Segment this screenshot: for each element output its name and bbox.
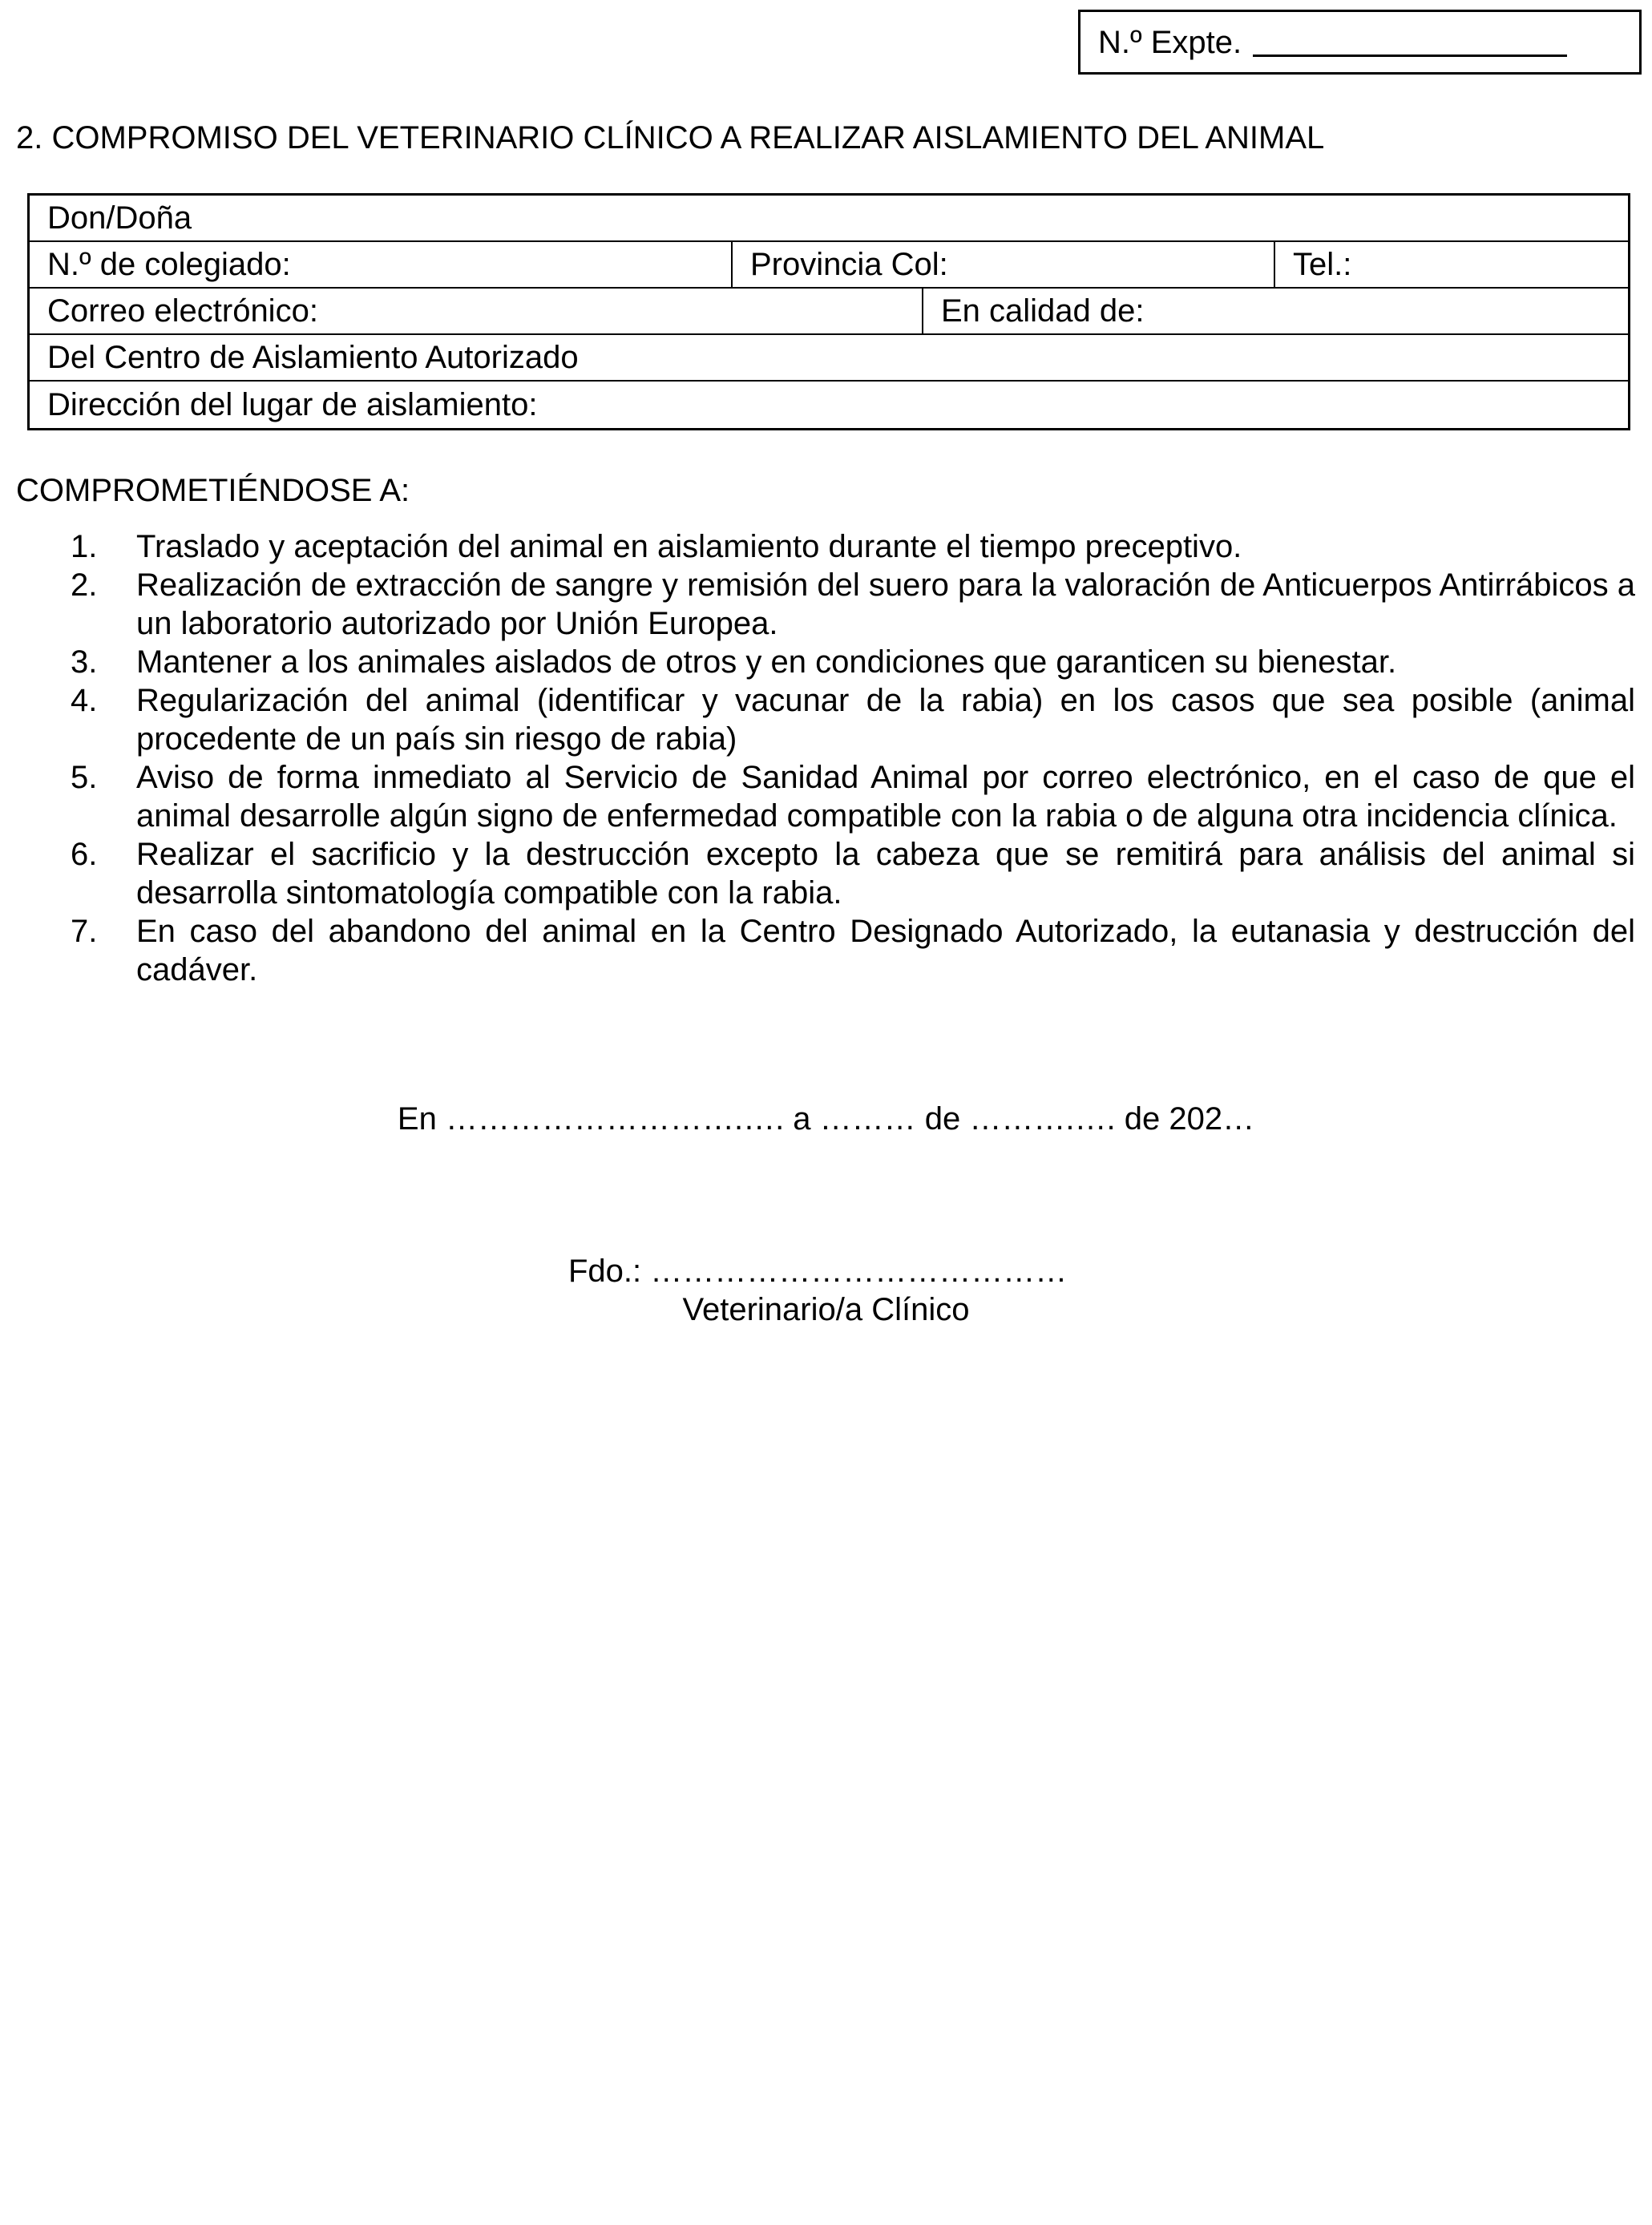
correo-field[interactable]: Correo electrónico: [47,293,318,329]
don-dona-field[interactable]: Don/Doña [47,200,192,236]
signature-line[interactable]: Fdo.: ………………………………… [568,1254,1068,1289]
list-item-text: En caso del abandono del animal en la Centro Designado Autorizado, la eutanasia y destrucción del cadáver. [136,914,1635,987]
form-row-name [30,196,1628,242]
section-title: 2. COMPROMISO DEL VETERINARIO CLÍNICO A REALIZAR AISLAMIENTO DEL ANIMAL [16,120,1325,155]
veterinarian-form-table [27,193,1630,430]
list-item-number: 2. [71,567,98,603]
list-item [71,566,1635,643]
centro-field[interactable]: Del Centro de Aislamiento Autorizado [47,340,579,375]
list-item-text: Mantener a los animales aislados de otros y en condiciones que garanticen su bienestar. [136,644,1397,680]
list-item [71,835,1635,912]
calidad-field[interactable]: En calidad de: [922,289,1628,333]
commitments-list [71,527,1635,989]
expediente-box [1078,10,1642,75]
form-row-colegiado [30,242,1628,289]
list-item-number: 7. [71,914,98,949]
provincia-field[interactable]: Provincia Col: [731,242,1274,287]
list-item-number: 6. [71,837,98,872]
list-item [71,643,1635,681]
form-row-correo [30,289,1628,335]
commitments-heading: COMPROMETIÉNDOSE A: [16,473,410,508]
list-item-text: Regularización del animal (identificar y vacunar de la rabia) en los casos que sea posible (animal procedente de un país sin riesgo de rabia) [136,683,1635,757]
list-item-text: Aviso de forma inmediato al Servicio de Sanidad Animal por correo electrónico, en el caso de que el animal desarrolle algún signo de enfermedad compatible con la rabia o de alguna otra incidencia clínica. [136,760,1635,834]
expediente-input-line[interactable] [1253,27,1567,57]
tel-field[interactable]: Tel.: [1274,242,1628,287]
list-item-number: 4. [71,683,98,718]
list-item-number: 1. [71,529,98,564]
list-item [71,527,1635,566]
list-item [71,758,1635,835]
place-date-line[interactable]: En ……………………….…. a ……… de ……….…. de 202… [397,1101,1255,1137]
direccion-field[interactable]: Dirección del lugar de aislamiento: [47,387,538,422]
list-item-number: 5. [71,760,98,795]
list-item-text: Realizar el sacrificio y la destrucción excepto la cabeza que se remitirá para análisis del animal si desarrolla sintomatología compatible con la rabia. [136,837,1635,911]
expediente-label: N.º Expte. [1098,24,1242,60]
form-row-centro [30,335,1628,382]
list-item-text: Traslado y aceptación del animal en aislamiento durante el tiempo preceptivo. [136,529,1242,564]
colegiado-field[interactable]: N.º de colegiado: [47,247,291,282]
list-item-number: 3. [71,644,98,680]
form-row-direccion [30,382,1628,428]
list-item-text: Realización de extracción de sangre y remisión del suero para la valoración de Anticuerpos Antirrábicos a un laboratorio autorizado por Unión Europea. [136,567,1635,641]
list-item [71,912,1635,989]
list-item [71,681,1635,758]
signer-role: Veterinario/a Clínico [682,1292,970,1327]
